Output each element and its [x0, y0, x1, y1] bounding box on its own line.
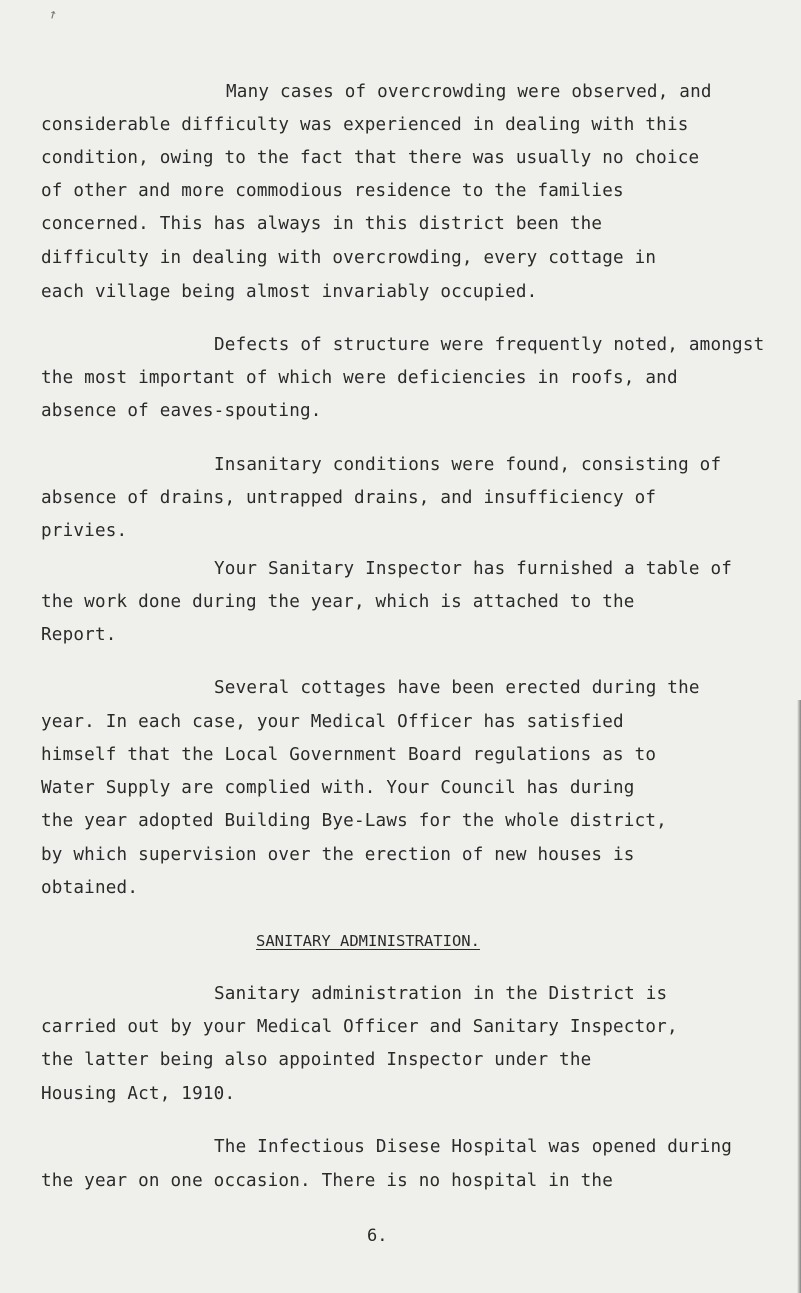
p1-line-2: considerable difficulty was experienced in dealing with this [41, 115, 689, 135]
p4-line-1: Your Sanitary Inspector has furnished a table of [214, 559, 733, 579]
p1-line-4: of other and more commodious residence to the families [41, 181, 624, 201]
p5-line-4: Water Supply are complied with. Your Council has during [41, 778, 635, 798]
p1-line-3: condition, owing to the fact that there was usually no choice [41, 148, 700, 168]
s1-line-3: the latter being also appointed Inspector under the [41, 1050, 592, 1070]
p1-line-5: concerned. This has always in this district been the [41, 214, 603, 234]
s2-line-1: The Infectious Disese Hospital was opened during [214, 1137, 733, 1157]
p2-line-1: Defects of structure were frequently noted, amongst [214, 335, 765, 355]
s2-line-2: the year on one occasion. There is no hospital in the [41, 1171, 613, 1191]
p5-line-6: by which supervision over the erection of new houses is [41, 845, 635, 865]
s1-line-2: carried out by your Medical Officer and Sanitary Inspector, [41, 1017, 678, 1037]
page-edge-shadow [797, 700, 801, 1293]
p5-line-3: himself that the Local Government Board regulations as to [41, 745, 657, 765]
p2-line-3: absence of eaves-spouting. [41, 401, 322, 421]
p5-line-7: obtained. [41, 878, 139, 898]
page-number: 6. [367, 1226, 388, 1246]
p3-line-2: absence of drains, untrapped drains, and insufficiency of [41, 488, 657, 508]
p1-line-6: difficulty in dealing with overcrowding, every cottage in [41, 248, 657, 268]
p5-line-1: Several cottages have been erected during the [214, 678, 700, 698]
section-heading: SANITARY ADMINISTRATION. [256, 932, 480, 950]
p4-line-3: Report. [41, 625, 117, 645]
s1-line-4: Housing Act, 1910. [41, 1084, 236, 1104]
p2-line-2: the most important of which were deficiencies in roofs, and [41, 368, 678, 388]
p1-line-1: Many cases of overcrowding were observed, and [226, 82, 712, 102]
corner-scan-mark: ↗ [44, 4, 60, 24]
p3-line-1: Insanitary conditions were found, consisting of [214, 455, 722, 475]
p1-line-7: each village being almost invariably occupied. [41, 282, 538, 302]
p5-line-5: the year adopted Building Bye-Laws for the whole district, [41, 811, 667, 831]
p4-line-2: the work done during the year, which is attached to the [41, 592, 635, 612]
p5-line-2: year. In each case, your Medical Officer has satisfied [41, 712, 624, 732]
p3-line-3: privies. [41, 521, 128, 541]
s1-line-1: Sanitary administration in the District is [214, 984, 668, 1004]
